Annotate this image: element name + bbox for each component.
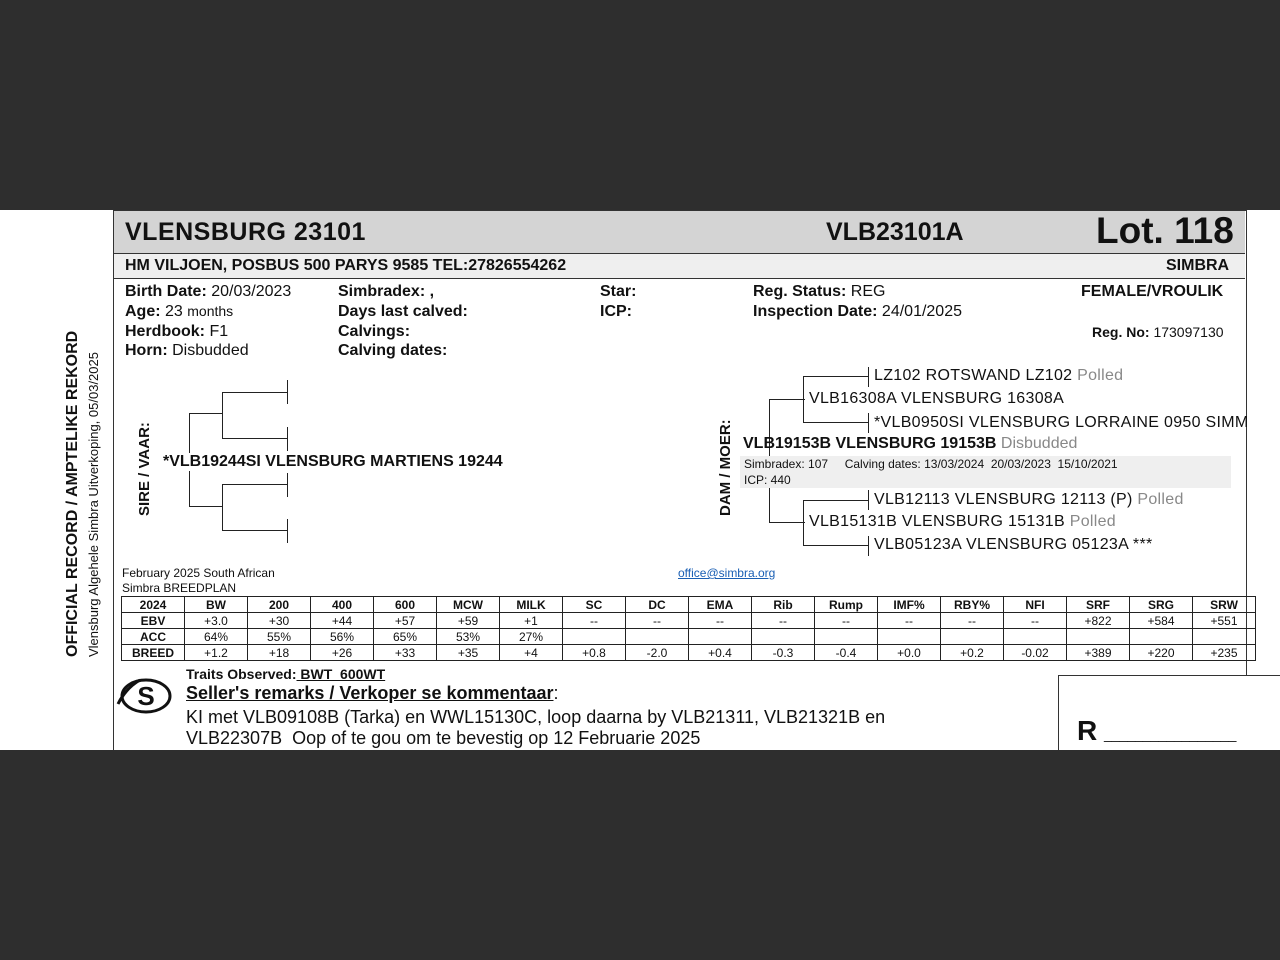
ebv-cell: +33 bbox=[374, 645, 437, 661]
ebv-header-cell: Rib bbox=[752, 597, 815, 613]
dam-line bbox=[868, 413, 869, 433]
sire-line bbox=[287, 380, 288, 404]
ebv-cell: -- bbox=[563, 613, 626, 629]
sire-line bbox=[287, 427, 288, 451]
ebv-cell bbox=[941, 629, 1004, 645]
ebv-cell: -- bbox=[941, 613, 1004, 629]
sire-line bbox=[222, 484, 223, 530]
ebv-cell bbox=[878, 629, 941, 645]
dam-line bbox=[803, 376, 869, 377]
ebv-row bbox=[122, 645, 1256, 661]
ebv-header-cell: MCW bbox=[437, 597, 500, 613]
dam-dam-dam: VLB05123A VLENSBURG 05123A *** bbox=[874, 536, 1153, 553]
dam-line bbox=[803, 500, 804, 546]
ebv-header-cell: 2024 bbox=[122, 597, 185, 613]
ebv-cell: 27% bbox=[500, 629, 563, 645]
animal-id: VLB23101A bbox=[826, 218, 964, 246]
ebv-cell: -0.3 bbox=[752, 645, 815, 661]
ebv-cell: +220 bbox=[1130, 645, 1193, 661]
ebv-header-cell: NFI bbox=[1004, 597, 1067, 613]
simbra-logo-icon bbox=[116, 674, 172, 714]
ebv-row bbox=[122, 613, 1256, 629]
lot-sheet bbox=[0, 210, 1280, 750]
star-label: Star: bbox=[600, 283, 637, 300]
ebv-cell: -- bbox=[689, 613, 752, 629]
ebv-cell: +18 bbox=[248, 645, 311, 661]
simbradex-label: Simbradex: , bbox=[338, 283, 435, 300]
email-link[interactable]: office@simbra.org bbox=[678, 566, 776, 580]
icp-label: ICP: bbox=[600, 303, 632, 320]
ebv-cell: +551 bbox=[1193, 613, 1256, 629]
sire-line bbox=[222, 484, 288, 485]
age: Age: 23 months bbox=[125, 303, 234, 320]
dam-line bbox=[803, 422, 869, 423]
dam-sire-dam: *VLB0950SI VLENSBURG LORRAINE 0950 SIMM bbox=[874, 414, 1249, 431]
breedplan-line2: Simbra BREEDPLAN bbox=[122, 581, 237, 595]
ebv-cell: -0.02 bbox=[1004, 645, 1067, 661]
ebv-header-cell: 200 bbox=[248, 597, 311, 613]
sire-label: SIRE / VAAR: bbox=[136, 422, 153, 516]
ebv-row bbox=[122, 629, 1256, 645]
dam-sire: VLB16308A VLENSBURG 16308A bbox=[809, 390, 1065, 407]
ebv-cell: -- bbox=[752, 613, 815, 629]
sex-label: FEMALE/VROULIK bbox=[1081, 283, 1224, 300]
dam-name: VLB19153B VLENSBURG 19153B Disbudded bbox=[743, 435, 1078, 452]
horn: Horn: Disbudded bbox=[125, 342, 249, 359]
ebv-cell: +59 bbox=[437, 613, 500, 629]
ebv-cell: +584 bbox=[1130, 613, 1193, 629]
ebv-header-row bbox=[122, 597, 1256, 613]
traits-observed: Traits Observed: BWT 600WT bbox=[186, 666, 386, 682]
owner-address: HM VILJOEN, POSBUS 500 PARYS 9585 TEL:27826554262 bbox=[125, 257, 567, 274]
herdbook: Herdbook: F1 bbox=[125, 323, 229, 340]
inspection-date: Inspection Date: 24/01/2025 bbox=[753, 303, 962, 320]
ebv-header-cell: SRF bbox=[1067, 597, 1130, 613]
ebv-header-cell: 400 bbox=[311, 597, 374, 613]
dam-info-line2: ICP: 440 bbox=[744, 473, 791, 487]
ebv-cell: +26 bbox=[311, 645, 374, 661]
ebv-header-cell: SRW bbox=[1193, 597, 1256, 613]
ebv-cell bbox=[689, 629, 752, 645]
svg-text:S: S bbox=[137, 681, 155, 711]
auction-label: Vlensburg Algehele Simbra Uitverkoping, 05/03/2025 bbox=[86, 352, 101, 657]
dam-line bbox=[803, 376, 804, 422]
days-last-calved-label: Days last calved: bbox=[338, 303, 468, 320]
ebv-row-label: ACC bbox=[122, 629, 185, 645]
sire-line bbox=[287, 473, 288, 497]
ebv-table bbox=[121, 596, 1256, 661]
sire-line bbox=[222, 530, 288, 531]
ebv-header-cell: IMF% bbox=[878, 597, 941, 613]
ebv-header-cell: 600 bbox=[374, 597, 437, 613]
ebv-cell: +30 bbox=[248, 613, 311, 629]
sire-line bbox=[222, 392, 223, 438]
ebv-cell: -2.0 bbox=[626, 645, 689, 661]
ebv-cell: +1 bbox=[500, 613, 563, 629]
ebv-cell: -- bbox=[878, 613, 941, 629]
ebv-cell: +1.2 bbox=[185, 645, 248, 661]
ebv-cell: 53% bbox=[437, 629, 500, 645]
ebv-cell: 55% bbox=[248, 629, 311, 645]
dam-dam: VLB15131B VLENSBURG 15131B Polled bbox=[809, 513, 1116, 530]
dam-dam-sire: VLB12113 VLENSBURG 12113 (P) Polled bbox=[874, 491, 1184, 508]
dam-line bbox=[803, 545, 869, 546]
ebv-header-cell: MILK bbox=[500, 597, 563, 613]
dam-line bbox=[868, 536, 869, 556]
dam-line bbox=[868, 367, 869, 387]
ebv-cell bbox=[815, 629, 878, 645]
calvings-label: Calvings: bbox=[338, 323, 411, 340]
ebv-cell: -- bbox=[626, 613, 689, 629]
ebv-cell bbox=[1004, 629, 1067, 645]
sire-name: *VLB19244SI VLENSBURG MARTIENS 19244 bbox=[163, 453, 503, 470]
dam-label: DAM / MOER: bbox=[717, 419, 734, 516]
sire-line bbox=[287, 519, 288, 543]
ebv-cell: -- bbox=[1004, 613, 1067, 629]
dam-line bbox=[769, 522, 805, 523]
dam-line bbox=[868, 490, 869, 510]
price-currency: R bbox=[1077, 715, 1098, 746]
remarks-line2: VLB22307B Oop of te gou om te bevestig op 12 Februarie 2025 bbox=[186, 728, 701, 748]
ebv-cell: 64% bbox=[185, 629, 248, 645]
ebv-cell bbox=[1130, 629, 1193, 645]
ebv-cell: +44 bbox=[311, 613, 374, 629]
ebv-header-cell: EMA bbox=[689, 597, 752, 613]
remarks-line1: KI met VLB09108B (Tarka) en WWL15130C, loop daarna by VLB21311, VLB21321B en bbox=[186, 707, 886, 727]
ebv-cell: +0.0 bbox=[878, 645, 941, 661]
ebv-cell: +0.8 bbox=[563, 645, 626, 661]
ebv-cell: -- bbox=[815, 613, 878, 629]
ebv-cell: +4 bbox=[500, 645, 563, 661]
price-blank[interactable]: _________________ bbox=[1104, 726, 1237, 742]
reg-status: Reg. Status: REG bbox=[753, 283, 886, 300]
ebv-cell: 65% bbox=[374, 629, 437, 645]
ebv-cell: +235 bbox=[1193, 645, 1256, 661]
remarks-heading: Seller's remarks / Verkoper se kommentaar: bbox=[186, 683, 559, 703]
dam-sire-sire: LZ102 ROTSWAND LZ102 Polled bbox=[874, 367, 1124, 384]
sire-line bbox=[189, 506, 222, 507]
ebv-cell: -0.4 bbox=[815, 645, 878, 661]
ebv-cell: +822 bbox=[1067, 613, 1130, 629]
ebv-header-cell: DC bbox=[626, 597, 689, 613]
breed-label: SIMBRA bbox=[1166, 257, 1230, 274]
official-record-label: OFFICIAL RECORD / AMPTELIKE REKORD bbox=[64, 330, 81, 657]
ebv-header-cell: BW bbox=[185, 597, 248, 613]
dam-info-line1: Simbradex: 107 Calving dates: 13/03/2024 20/03/2023 15/10/2021 bbox=[744, 457, 1118, 471]
ebv-row-label: BREED bbox=[122, 645, 185, 661]
breedplan-line1: February 2025 South African bbox=[122, 566, 275, 580]
ebv-cell bbox=[563, 629, 626, 645]
dam-line bbox=[769, 399, 805, 400]
ebv-cell: +389 bbox=[1067, 645, 1130, 661]
ebv-cell: +3.0 bbox=[185, 613, 248, 629]
ebv-header-cell: SC bbox=[563, 597, 626, 613]
ebv-cell: +0.2 bbox=[941, 645, 1004, 661]
dam-line bbox=[803, 500, 869, 501]
calving-dates-label: Calving dates: bbox=[338, 342, 448, 359]
sire-line bbox=[222, 438, 288, 439]
ebv-cell bbox=[626, 629, 689, 645]
sire-line bbox=[189, 413, 222, 414]
lot-number: Lot. 118 bbox=[1096, 210, 1234, 251]
ebv-header-cell: RBY% bbox=[941, 597, 1004, 613]
birth-date: Birth Date: 20/03/2023 bbox=[125, 283, 292, 300]
ebv-cell: +0.4 bbox=[689, 645, 752, 661]
animal-name: VLENSBURG 23101 bbox=[125, 218, 366, 246]
ebv-header-cell: SRG bbox=[1130, 597, 1193, 613]
sire-line bbox=[222, 392, 288, 393]
ebv-cell: +57 bbox=[374, 613, 437, 629]
ebv-cell: +35 bbox=[437, 645, 500, 661]
ebv-header-cell: Rump bbox=[815, 597, 878, 613]
ebv-row-label: EBV bbox=[122, 613, 185, 629]
ebv-cell bbox=[1067, 629, 1130, 645]
ebv-cell bbox=[752, 629, 815, 645]
reg-no: Reg. No: 173097130 bbox=[1092, 324, 1224, 340]
ebv-cell bbox=[1193, 629, 1256, 645]
ebv-cell: 56% bbox=[311, 629, 374, 645]
